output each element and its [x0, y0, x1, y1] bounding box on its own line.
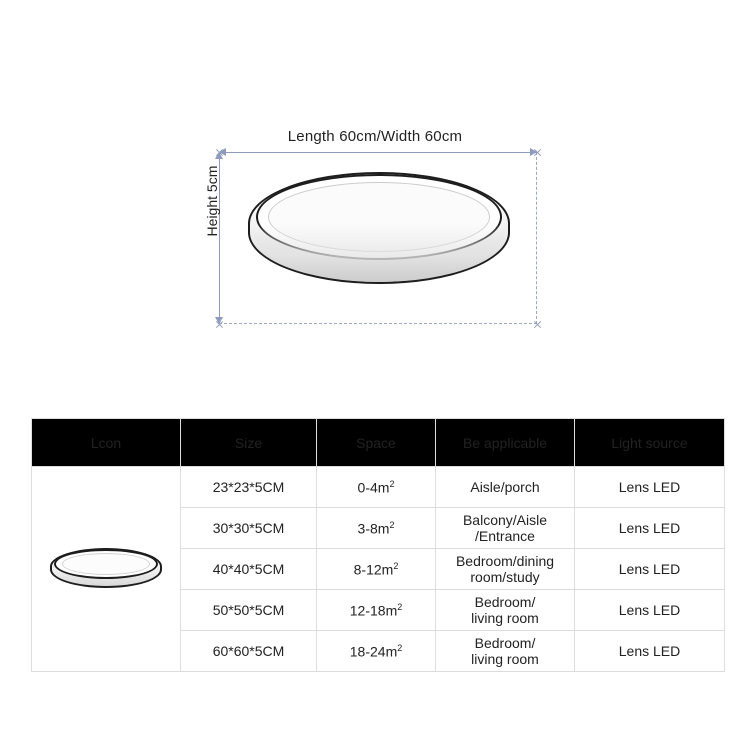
corner-marker-bottom-right [533, 320, 542, 329]
arrow-down-icon [215, 317, 223, 324]
space-exponent: 2 [397, 601, 403, 612]
cell-light-source: Lens LED [575, 631, 725, 672]
cell-light-source: Lens LED [575, 508, 725, 549]
column-header-size: Size [181, 419, 317, 467]
space-exponent: 2 [389, 519, 395, 530]
space-unit: m [385, 602, 398, 619]
cell-applicable: Balcony/Aisle /Entrance [436, 508, 575, 549]
column-header-space: Space [317, 419, 436, 467]
cell-applicable: Bedroom/dining room/study [436, 549, 575, 590]
arrow-right-icon [530, 148, 537, 156]
ceiling-lamp-thumbnail-icon [50, 544, 162, 594]
top-dimension-label: Length 60cm/Width 60cm [287, 128, 463, 145]
product-icon-cell [32, 467, 181, 672]
table-body [32, 467, 725, 672]
cell-size: 40*40*5CM [181, 549, 317, 590]
table-header-row [32, 419, 725, 467]
space-unit: m [377, 520, 390, 537]
space-unit: m [385, 643, 398, 660]
cell-space [317, 467, 436, 508]
column-header-applicable: Be applicable [436, 419, 575, 467]
space-value: 8-12 [353, 561, 382, 578]
space-exponent: 2 [397, 642, 403, 653]
column-header-icon: Lcon [32, 419, 181, 467]
table-row [32, 467, 725, 508]
cell-light-source: Lens LED [575, 467, 725, 508]
space-unit: m [381, 561, 394, 578]
space-value: 12-18 [349, 602, 386, 619]
left-dimension-label: Height 5cm [203, 165, 220, 237]
cell-light-source: Lens LED [575, 590, 725, 631]
cell-applicable: Bedroom/ living room [436, 631, 575, 672]
cell-space [317, 549, 436, 590]
space-exponent: 2 [389, 478, 395, 489]
cell-space [317, 590, 436, 631]
cell-applicable: Bedroom/ living room [436, 590, 575, 631]
cell-light-source: Lens LED [575, 549, 725, 590]
ceiling-lamp-icon [248, 172, 510, 304]
lamp-inner-ring [268, 182, 490, 252]
cell-size: 50*50*5CM [181, 590, 317, 631]
cell-size: 23*23*5CM [181, 467, 317, 508]
space-value: 3-8 [357, 520, 378, 537]
space-value: 0-4 [357, 479, 378, 496]
space-exponent: 2 [393, 560, 399, 571]
cell-space [317, 631, 436, 672]
cell-applicable: Aisle/porch [436, 467, 575, 508]
column-header-light-source: Light source [575, 419, 725, 467]
space-unit: m [377, 479, 390, 496]
space-value: 18-24 [349, 643, 386, 660]
table-header [32, 419, 725, 467]
lamp-inner-ring [62, 553, 150, 575]
cell-size: 60*60*5CM [181, 631, 317, 672]
cell-size: 30*30*5CM [181, 508, 317, 549]
cell-space [317, 508, 436, 549]
specification-table-wrapper [31, 418, 719, 672]
specification-table [31, 418, 725, 672]
horizontal-measure-line [219, 152, 537, 153]
